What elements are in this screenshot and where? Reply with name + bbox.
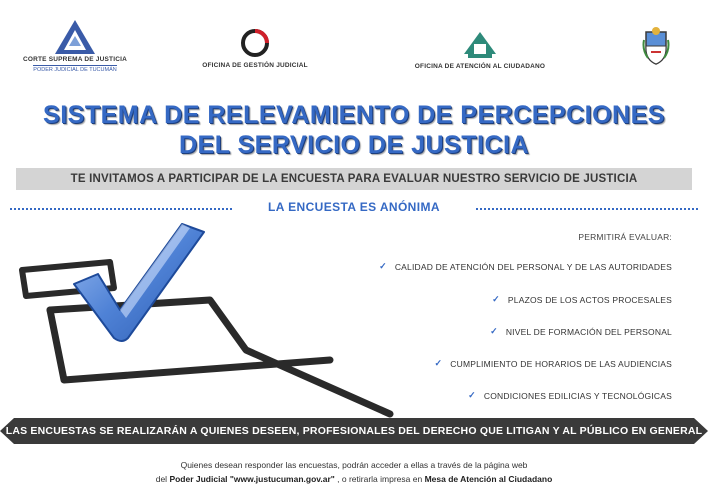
banner-text: LAS ENCUESTAS SE REALIZARÁN A QUIENES DESEEN, PROFESIONALES DEL DERECHO QUE LITIGAN Y AL PÚBLICO EN GENERAL <box>5 425 703 437</box>
invite-text: TE INVITAMOS A PARTICIPAR DE LA ENCUESTA PARA EVALUAR NUESTRO SERVICIO DE JUSTICIA <box>70 173 638 185</box>
footer-info <box>0 458 708 486</box>
bottom-banner <box>0 418 708 444</box>
oficina-gestion-logo <box>190 28 320 70</box>
check-icon: ✓ <box>492 294 500 304</box>
corte-suprema-emblem-icon <box>53 18 97 56</box>
coat-of-arms-icon <box>642 26 670 66</box>
check-icon: ✓ <box>490 326 498 336</box>
footer-line-1: Quienes desean responder las encuestas, podrán acceder a ellas a través de la página web <box>180 460 528 470</box>
check-icon: ✓ <box>434 358 443 368</box>
list-item <box>490 326 672 337</box>
oac-emblem-icon <box>462 30 498 60</box>
csj-name: CORTE SUPREMA DE JUSTICIA <box>22 56 128 63</box>
page-title <box>0 100 708 160</box>
list-item <box>492 294 672 305</box>
website-link[interactable]: Poder Judicial "www.justucuman.gov.ar" <box>169 474 335 484</box>
tucuman-shield-logo <box>636 26 676 66</box>
list-item-label: NIVEL DE FORMACIÓN DEL PERSONAL <box>505 326 672 337</box>
footer-text: del <box>155 474 168 484</box>
list-item-label: CONDICIONES EDILICIAS Y TECNOLÓGICAS <box>483 390 672 401</box>
list-item-label: CALIDAD DE ATENCIÓN DEL PERSONAL Y DE LAS AUTORIDADES <box>394 261 672 272</box>
mesa-atencion-label: Mesa de Atención al Ciudadano <box>424 474 553 484</box>
invite-bar <box>16 168 692 190</box>
check-icon: ✓ <box>379 261 387 271</box>
corte-suprema-logo <box>20 18 130 73</box>
anonymous-label: LA ENCUESTA ES ANÓNIMA <box>268 200 440 214</box>
header-logos <box>0 0 708 90</box>
footer-line-2 <box>0 472 708 486</box>
checkbox-illustration <box>10 210 410 430</box>
check-mark-icon <box>74 224 204 341</box>
list-item <box>379 261 672 272</box>
ogj-name: OFICINA DE GESTIÓN JUDICIAL <box>202 62 308 69</box>
footer-text: , o retirarla impresa en <box>337 474 423 484</box>
csj-subtitle: PODER JUDICIAL DE TUCUMÁN <box>33 66 117 73</box>
check-icon: ✓ <box>468 390 476 400</box>
list-item <box>435 358 672 369</box>
list-item <box>468 390 672 401</box>
ogj-ring-icon <box>240 28 270 58</box>
list-item-label: PLAZOS DE LOS ACTOS PROCESALES <box>507 294 672 305</box>
title-line-1: SISTEMA DE RELEVAMIENTO DE PERCEPCIONES <box>43 101 665 129</box>
oac-name: OFICINA DE ATENCIÓN AL CIUDADANO <box>414 63 546 70</box>
evaluate-heading: PERMITIRÁ EVALUAR: <box>578 232 672 242</box>
title-line-2: DEL SERVICIO DE JUSTICIA <box>178 131 530 159</box>
oficina-atencion-logo <box>410 30 550 71</box>
list-item-label: CUMPLIMIENTO DE HORARIOS DE LAS AUDIENCIAS <box>450 358 672 369</box>
